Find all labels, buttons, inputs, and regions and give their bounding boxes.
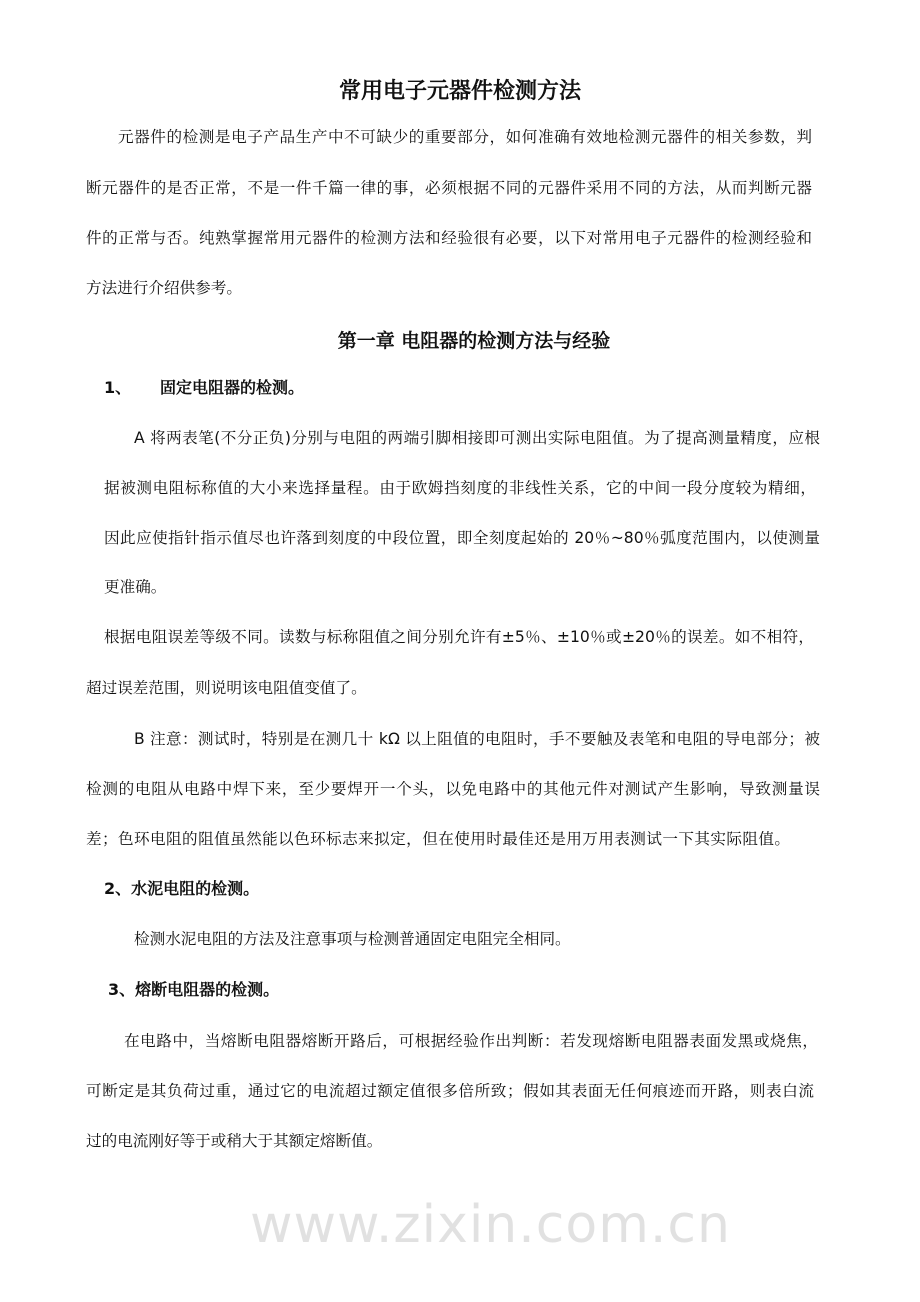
paragraph-line: A 将两表笔(不分正负)分别与电阻的两端引脚相接即可测出实际电阻值。为了提高测量精度，应根 [134,429,820,447]
paragraph-line: 差；色环电阻的阻值虽然能以色环标志来拟定，但在使用时最佳还是用万用表测试一下其实际阻值。 [86,830,790,848]
paragraph-line: 过的电流刚好等于或稍大于其额定熔断值。 [86,1132,383,1150]
section-1-heading: 固定电阻器的检测。 [160,378,305,397]
document-title: 常用电子元器件检测方法 [338,79,581,104]
intro-line: 断元器件的是否正常，不是一件千篇一律的事，必须根据不同的元器件采用不同的方法，从而判断元器 [86,179,812,197]
section-3-heading: 3、熔断电阻器的检测。 [108,980,280,999]
chapter-heading: 第一章 电阻器的检测方法与经验 [337,330,611,352]
intro-line: 方法进行介绍供参考。 [86,279,242,297]
paragraph-line: 因此应使指针指示值尽也许落到刻度的中段位置，即全刻度起始的 20％~80％弧度范围内，以使测量 [104,529,820,547]
paragraph-line: 检测水泥电阻的方法及注意事项与检测普通固定电阻完全相同。 [134,930,571,948]
paragraph-line: 可断定是其负荷过重，通过它的电流超过额定值很多倍所致；假如其表面无任何痕迹而开路，则表白流 [86,1082,814,1100]
paragraph-line: 超过误差范围，则说明该电阻值变值了。 [86,679,367,697]
paragraph-line: 更准确。 [104,578,167,596]
section-2-heading: 2、水泥电阻的检测。 [104,879,260,898]
watermark: www.zixin.com.cn [250,1195,731,1255]
section-1-number: 1、 [104,378,132,397]
paragraph-line: 在电路中，当熔断电阻器熔断开路后，可根据经验作出判断：若发现熔断电阻器表面发黑或烧焦， [124,1032,818,1050]
intro-line: 元器件的检测是电子产品生产中不可缺少的重要部分，如何准确有效地检测元器件的相关参数，判 [118,128,812,146]
paragraph-line: B 注意：测试时，特别是在测几十 kΩ 以上阻值的电阻时，手不要触及表笔和电阻的导电部分；被 [134,730,820,748]
paragraph-line: 据被测电阻标称值的大小来选择量程。由于欧姆挡刻度的非线性关系，它的中间一段分度较为精细， [104,479,816,497]
paragraph-line: 检测的电阻从电路中焊下来，至少要焊开一个头，以免电路中的其他元件对测试产生影响，导致测量误 [86,780,820,798]
intro-line: 件的正常与否。纯熟掌握常用元器件的检测方法和经验很有必要，以下对常用电子元器件的检测经验和 [86,229,812,247]
paragraph-line: 根据电阻误差等级不同。读数与标称阻值之间分别允许有±5％、±10％或±20％的误差。如不相符， [104,628,814,646]
